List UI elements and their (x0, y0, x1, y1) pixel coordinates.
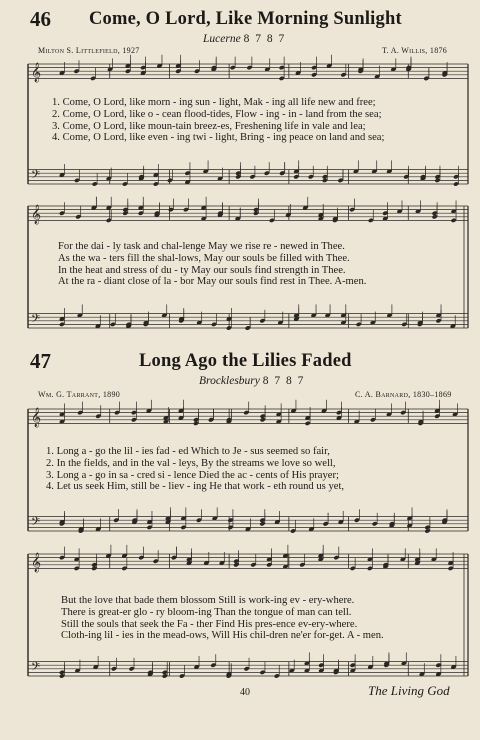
svg-text:𝄢: 𝄢 (31, 515, 41, 532)
svg-text:𝄞: 𝄞 (31, 552, 42, 573)
lyric-verse: 1. Come, O Lord, like morn - ing sun - light, Mak - ing all life new and free; (52, 97, 376, 108)
svg-text:𝄢: 𝄢 (31, 168, 41, 185)
lyric-verse: 2. In the fields, and in the val - leys, By the streams we love so well, (46, 457, 336, 469)
svg-text:𝄢: 𝄢 (31, 312, 41, 329)
lyric-verse: But the love that bade them blossom Still is work-ing ev - ery-where. (61, 595, 355, 606)
hymn-number: 46 (30, 7, 51, 31)
hymn-title: Long Ago the Lilies Faded (139, 351, 352, 371)
svg-text:𝄞: 𝄞 (31, 62, 42, 83)
lyric-verse: 4. Come, O Lord, like even - ing twi - light, Bring - ing peace on land and sea; (52, 132, 385, 144)
lyric-verse: At the ra - diant close of la - bor May our souls find rest in Thee. A-men. (58, 276, 367, 288)
words-credit: Milton S. Littlefield, 1927 (38, 46, 140, 55)
music-credit: T. A. Willis, 1876 (382, 46, 448, 55)
lyrics-block (52, 97, 384, 144)
lyric-verse: There is great-er glo - ry bloom-ing Than the tongue of man can tell. (61, 606, 352, 618)
lyric-verse: 4. Let us seek Him, still be - liev - ing He that work - eth round us yet, (46, 481, 345, 493)
lyric-verse: In the heat and stress of du - ty May our souls find strength in Thee. (58, 264, 346, 276)
tune-name: Brocklesbury (199, 375, 260, 387)
tune-name: Lucerne (203, 33, 241, 45)
page-number: 40 (240, 687, 250, 698)
tune-meter: 8 7 8 7 (243, 33, 286, 45)
lyric-verse: 2. Come, O Lord, like o - cean flood-tides, Flow - ing - in - land from the sea; (52, 108, 382, 120)
lyric-verse: Cloth-ing lil - ies in the mead-ows, Will His chil-dren ne'er for-get. A - men. (61, 630, 384, 642)
tune-meter: 8 7 8 7 (262, 375, 305, 387)
lyric-verse: 3. Long a - go in sa - cred si - lence Died the ac - cents of His prayer; (46, 469, 339, 481)
hymn-number: 47 (30, 349, 51, 373)
lyric-verse: 3. Come, O Lord, like moun-tain breez-es, Freshening life in vale and lea; (52, 120, 366, 132)
svg-text:𝄞: 𝄞 (31, 204, 42, 225)
lyrics-block (61, 595, 384, 642)
tune-line (199, 375, 305, 387)
lyric-verse: For the dai - ly task and chal-lenge May we rise re - newed in Thee. (58, 241, 345, 252)
lyric-verse: Still the souls that seek the Fa - ther Find His pres-ence ev-ery-where. (61, 618, 358, 630)
hymn-title: Come, O Lord, Like Morning Sunlight (89, 9, 402, 29)
svg-text:𝄞: 𝄞 (31, 407, 42, 428)
lyrics-block (46, 446, 344, 493)
music-credit: C. A. Barnard, 1830–1869 (355, 390, 452, 399)
lyric-verse: As the wa - ters fill the shal-lows, May our souls be filled with Thee. (58, 252, 350, 264)
section-title: The Living God (368, 683, 450, 698)
words-credit: Wm. G. Tarrant, 1890 (38, 390, 121, 399)
lyric-verse: 1. Long a - go the lil - ies fad - ed Which to Je - sus seemed so fair, (46, 446, 330, 457)
lyrics-block (58, 241, 366, 288)
tune-line (203, 33, 286, 45)
svg-text:𝄢: 𝄢 (31, 660, 41, 677)
